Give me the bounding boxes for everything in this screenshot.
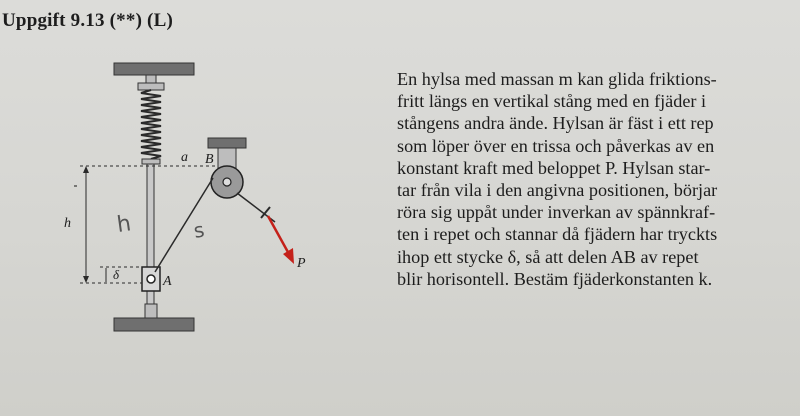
problem-line: blir horisontell. Bestäm fjäderkonstanten k. [397, 268, 713, 289]
problem-statement [397, 68, 781, 290]
problem-line: stångens andra ände. Hylsan är fäst i ett rep [397, 113, 714, 134]
top-spring-cap [138, 83, 164, 90]
top-mount [146, 75, 156, 83]
pulley-support [208, 138, 246, 148]
problem-line: tar från vila i den angivna positionen, börjar [397, 180, 718, 201]
dim-h-arrow-top [83, 166, 89, 173]
problem-line: ten i repet och stannar då fjädern har tryckts [397, 224, 718, 245]
bottom-mount [145, 304, 157, 318]
problem-line: ihop ett stycke δ, så att delen AB av repet [397, 246, 699, 267]
handwritten-s: s [191, 217, 207, 243]
dim-h-arrow-bottom [83, 276, 89, 283]
force-p-arrowhead [283, 248, 294, 264]
label-p: P [297, 256, 306, 271]
problem-line: konstant kraft med beloppet P. Hylsan star- [397, 157, 711, 178]
bottom-support [114, 318, 194, 331]
spring [141, 90, 161, 159]
collar-pin [147, 275, 155, 283]
problem-line: En hylsa med massan m kan glida friktions- [397, 69, 717, 89]
problem-line: som löper över en trissa och påverkas av en [397, 135, 715, 156]
handwritten-h: h [115, 211, 133, 238]
label-b: B [205, 152, 214, 167]
rope-ab [155, 178, 213, 272]
page-title: Uppgift 9.13 (**) (L) [2, 10, 173, 31]
problem-line: röra sig uppåt under inverkan av spännkraf- [397, 202, 716, 223]
pulley-hub [223, 178, 231, 186]
bottom-spring-cap [142, 159, 160, 164]
problem-line: fritt längs en vertikal stång med en fjäder i [397, 91, 707, 112]
label-h: h [64, 216, 71, 231]
label-a: a [181, 150, 188, 165]
force-p-arrow-line [268, 216, 289, 254]
label-delta: δ [113, 267, 120, 282]
top-support [114, 63, 194, 75]
label-point-a: A [163, 274, 172, 289]
